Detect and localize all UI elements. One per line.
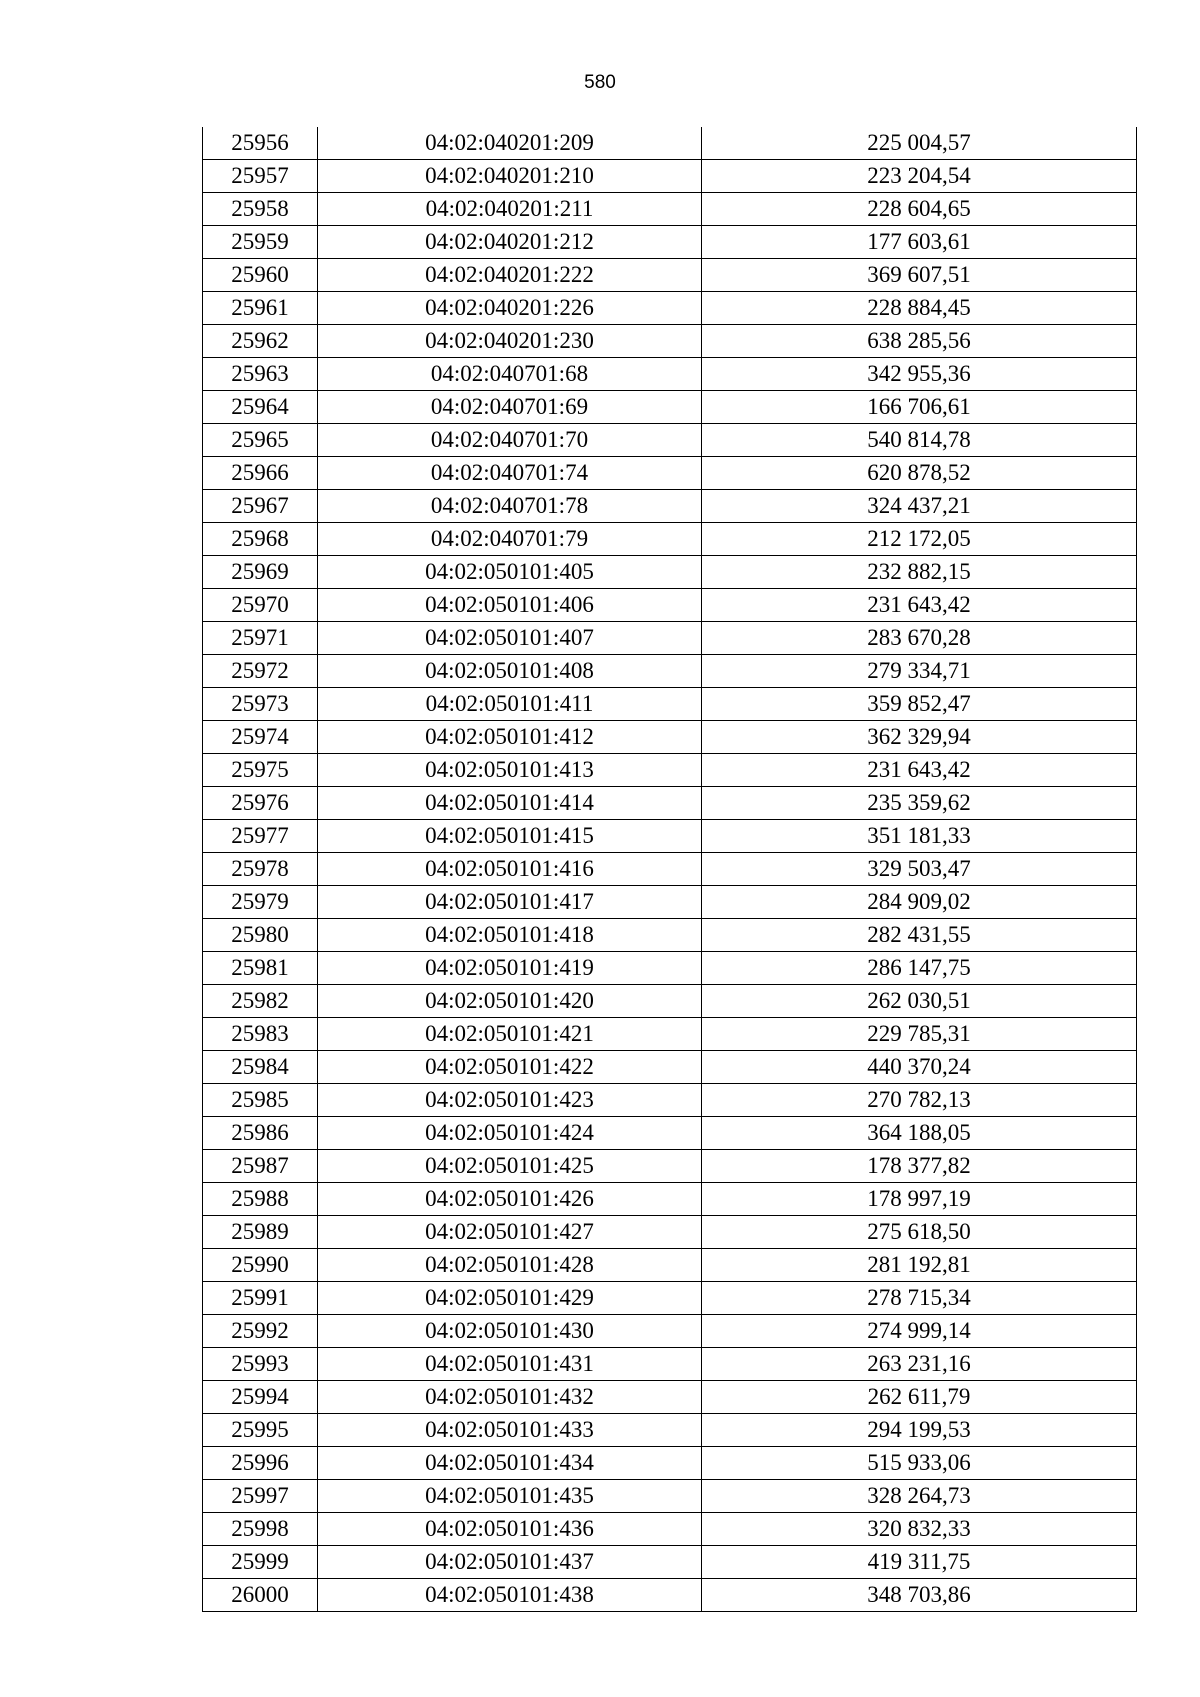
cadastral-value-cell: 223 204,54 bbox=[702, 160, 1137, 193]
row-number-cell: 25986 bbox=[203, 1117, 318, 1150]
cadastral-value-cell: 620 878,52 bbox=[702, 457, 1137, 490]
table-row bbox=[203, 1216, 1137, 1249]
cadastral-value-cell: 275 618,50 bbox=[702, 1216, 1137, 1249]
cadastral-value-cell: 278 715,34 bbox=[702, 1282, 1137, 1315]
cadastral-value-cell: 274 999,14 bbox=[702, 1315, 1137, 1348]
row-number-cell: 25957 bbox=[203, 160, 318, 193]
row-number-cell: 25974 bbox=[203, 721, 318, 754]
row-number-cell: 25984 bbox=[203, 1051, 318, 1084]
cadastral-number-cell: 04:02:050101:414 bbox=[318, 787, 702, 820]
cadastral-value-table bbox=[202, 127, 1137, 1612]
table-row bbox=[203, 424, 1137, 457]
cadastral-value-cell: 283 670,28 bbox=[702, 622, 1137, 655]
table-row bbox=[203, 1183, 1137, 1216]
table-row bbox=[203, 886, 1137, 919]
cadastral-value-cell: 231 643,42 bbox=[702, 754, 1137, 787]
table-row bbox=[203, 688, 1137, 721]
cadastral-value-cell: 320 832,33 bbox=[702, 1513, 1137, 1546]
table-row bbox=[203, 721, 1137, 754]
row-number-cell: 25958 bbox=[203, 193, 318, 226]
cadastral-number-cell: 04:02:050101:419 bbox=[318, 952, 702, 985]
table-row bbox=[203, 622, 1137, 655]
row-number-cell: 25970 bbox=[203, 589, 318, 622]
cadastral-value-cell: 364 188,05 bbox=[702, 1117, 1137, 1150]
cadastral-value-cell: 419 311,75 bbox=[702, 1546, 1137, 1579]
row-number-cell: 25967 bbox=[203, 490, 318, 523]
cadastral-number-cell: 04:02:050101:417 bbox=[318, 886, 702, 919]
row-number-cell: 25959 bbox=[203, 226, 318, 259]
row-number-cell: 25962 bbox=[203, 325, 318, 358]
cadastral-value-cell: 212 172,05 bbox=[702, 523, 1137, 556]
table-row bbox=[203, 1117, 1137, 1150]
table-row bbox=[203, 952, 1137, 985]
cadastral-value-cell: 351 181,33 bbox=[702, 820, 1137, 853]
table-row bbox=[203, 259, 1137, 292]
page-number: 580 bbox=[584, 72, 616, 93]
cadastral-number-cell: 04:02:040701:70 bbox=[318, 424, 702, 457]
cadastral-number-cell: 04:02:040201:211 bbox=[318, 193, 702, 226]
row-number-cell: 25964 bbox=[203, 391, 318, 424]
row-number-cell: 25982 bbox=[203, 985, 318, 1018]
cadastral-number-cell: 04:02:050101:424 bbox=[318, 1117, 702, 1150]
cadastral-value-cell: 286 147,75 bbox=[702, 952, 1137, 985]
cadastral-number-cell: 04:02:050101:412 bbox=[318, 721, 702, 754]
cadastral-value-cell: 294 199,53 bbox=[702, 1414, 1137, 1447]
cadastral-value-cell: 177 603,61 bbox=[702, 226, 1137, 259]
cadastral-value-cell: 638 285,56 bbox=[702, 325, 1137, 358]
cadastral-number-cell: 04:02:050101:429 bbox=[318, 1282, 702, 1315]
cadastral-value-cell: 281 192,81 bbox=[702, 1249, 1137, 1282]
row-number-cell: 25989 bbox=[203, 1216, 318, 1249]
cadastral-number-cell: 04:02:050101:408 bbox=[318, 655, 702, 688]
cadastral-value-cell: 263 231,16 bbox=[702, 1348, 1137, 1381]
cadastral-value-cell: 328 264,73 bbox=[702, 1480, 1137, 1513]
row-number-cell: 25981 bbox=[203, 952, 318, 985]
cadastral-number-cell: 04:02:040701:79 bbox=[318, 523, 702, 556]
cadastral-value-cell: 228 884,45 bbox=[702, 292, 1137, 325]
table-row bbox=[203, 490, 1137, 523]
table-row bbox=[203, 391, 1137, 424]
table-row bbox=[203, 457, 1137, 490]
table-row bbox=[203, 358, 1137, 391]
table-row bbox=[203, 292, 1137, 325]
row-number-cell: 25971 bbox=[203, 622, 318, 655]
row-number-cell: 25987 bbox=[203, 1150, 318, 1183]
table-row bbox=[203, 1150, 1137, 1183]
row-number-cell: 25979 bbox=[203, 886, 318, 919]
cadastral-value-cell: 362 329,94 bbox=[702, 721, 1137, 754]
row-number-cell: 25985 bbox=[203, 1084, 318, 1117]
row-number-cell: 25983 bbox=[203, 1018, 318, 1051]
table-row bbox=[203, 1480, 1137, 1513]
cadastral-value-cell: 166 706,61 bbox=[702, 391, 1137, 424]
row-number-cell: 25990 bbox=[203, 1249, 318, 1282]
cadastral-number-cell: 04:02:050101:415 bbox=[318, 820, 702, 853]
table-row bbox=[203, 556, 1137, 589]
cadastral-number-cell: 04:02:050101:416 bbox=[318, 853, 702, 886]
cadastral-value-cell: 229 785,31 bbox=[702, 1018, 1137, 1051]
row-number-cell: 25996 bbox=[203, 1447, 318, 1480]
cadastral-value-cell: 232 882,15 bbox=[702, 556, 1137, 589]
row-number-cell: 25965 bbox=[203, 424, 318, 457]
cadastral-number-cell: 04:02:050101:418 bbox=[318, 919, 702, 952]
table-row bbox=[203, 1381, 1137, 1414]
cadastral-value-cell: 231 643,42 bbox=[702, 589, 1137, 622]
cadastral-value-cell: 225 004,57 bbox=[702, 127, 1137, 160]
cadastral-number-cell: 04:02:050101:433 bbox=[318, 1414, 702, 1447]
cadastral-value-cell: 359 852,47 bbox=[702, 688, 1137, 721]
cadastral-value-cell: 262 030,51 bbox=[702, 985, 1137, 1018]
cadastral-number-cell: 04:02:040201:222 bbox=[318, 259, 702, 292]
cadastral-number-cell: 04:02:050101:438 bbox=[318, 1579, 702, 1612]
row-number-cell: 25980 bbox=[203, 919, 318, 952]
row-number-cell: 25988 bbox=[203, 1183, 318, 1216]
row-number-cell: 25961 bbox=[203, 292, 318, 325]
table-row bbox=[203, 226, 1137, 259]
cadastral-value-cell: 235 359,62 bbox=[702, 787, 1137, 820]
cadastral-number-cell: 04:02:050101:405 bbox=[318, 556, 702, 589]
table-row bbox=[203, 1447, 1137, 1480]
table-row bbox=[203, 589, 1137, 622]
row-number-cell: 25978 bbox=[203, 853, 318, 886]
row-number-cell: 25977 bbox=[203, 820, 318, 853]
table-row bbox=[203, 193, 1137, 226]
cadastral-value-cell: 369 607,51 bbox=[702, 259, 1137, 292]
cadastral-value-cell: 348 703,86 bbox=[702, 1579, 1137, 1612]
row-number-cell: 26000 bbox=[203, 1579, 318, 1612]
table-row bbox=[203, 1546, 1137, 1579]
cadastral-value-cell: 270 782,13 bbox=[702, 1084, 1137, 1117]
cadastral-value-cell: 279 334,71 bbox=[702, 655, 1137, 688]
cadastral-number-cell: 04:02:050101:423 bbox=[318, 1084, 702, 1117]
cadastral-number-cell: 04:02:050101:422 bbox=[318, 1051, 702, 1084]
table-row bbox=[203, 1315, 1137, 1348]
row-number-cell: 25992 bbox=[203, 1315, 318, 1348]
cadastral-number-cell: 04:02:050101:434 bbox=[318, 1447, 702, 1480]
table-row bbox=[203, 655, 1137, 688]
row-number-cell: 25976 bbox=[203, 787, 318, 820]
row-number-cell: 25973 bbox=[203, 688, 318, 721]
row-number-cell: 25969 bbox=[203, 556, 318, 589]
cadastral-number-cell: 04:02:040201:210 bbox=[318, 160, 702, 193]
table-row bbox=[203, 1414, 1137, 1447]
cadastral-value-cell: 329 503,47 bbox=[702, 853, 1137, 886]
table-row bbox=[203, 754, 1137, 787]
table-row bbox=[203, 853, 1137, 886]
table-row bbox=[203, 1249, 1137, 1282]
table-row bbox=[203, 985, 1137, 1018]
cadastral-number-cell: 04:02:040201:226 bbox=[318, 292, 702, 325]
cadastral-number-cell: 04:02:050101:407 bbox=[318, 622, 702, 655]
cadastral-number-cell: 04:02:050101:411 bbox=[318, 688, 702, 721]
table-row bbox=[203, 1084, 1137, 1117]
cadastral-number-cell: 04:02:050101:431 bbox=[318, 1348, 702, 1381]
table-row bbox=[203, 160, 1137, 193]
table-row bbox=[203, 1513, 1137, 1546]
table-row bbox=[203, 919, 1137, 952]
cadastral-number-cell: 04:02:050101:420 bbox=[318, 985, 702, 1018]
table-row bbox=[203, 1051, 1137, 1084]
row-number-cell: 25998 bbox=[203, 1513, 318, 1546]
cadastral-number-cell: 04:02:040701:68 bbox=[318, 358, 702, 391]
row-number-cell: 25956 bbox=[203, 127, 318, 160]
cadastral-value-cell: 342 955,36 bbox=[702, 358, 1137, 391]
table-row bbox=[203, 1579, 1137, 1612]
table-row bbox=[203, 820, 1137, 853]
table-body bbox=[203, 127, 1137, 1612]
cadastral-number-cell: 04:02:050101:427 bbox=[318, 1216, 702, 1249]
cadastral-number-cell: 04:02:050101:421 bbox=[318, 1018, 702, 1051]
cadastral-number-cell: 04:02:050101:406 bbox=[318, 589, 702, 622]
row-number-cell: 25966 bbox=[203, 457, 318, 490]
row-number-cell: 25960 bbox=[203, 259, 318, 292]
cadastral-number-cell: 04:02:040201:212 bbox=[318, 226, 702, 259]
row-number-cell: 25997 bbox=[203, 1480, 318, 1513]
row-number-cell: 25999 bbox=[203, 1546, 318, 1579]
table-row bbox=[203, 787, 1137, 820]
cadastral-number-cell: 04:02:040201:230 bbox=[318, 325, 702, 358]
row-number-cell: 25991 bbox=[203, 1282, 318, 1315]
cadastral-number-cell: 04:02:050101:436 bbox=[318, 1513, 702, 1546]
cadastral-value-cell: 284 909,02 bbox=[702, 886, 1137, 919]
row-number-cell: 25994 bbox=[203, 1381, 318, 1414]
cadastral-value-cell: 262 611,79 bbox=[702, 1381, 1137, 1414]
cadastral-number-cell: 04:02:040701:78 bbox=[318, 490, 702, 523]
cadastral-value-cell: 178 377,82 bbox=[702, 1150, 1137, 1183]
table-row bbox=[203, 1348, 1137, 1381]
table-row bbox=[203, 1018, 1137, 1051]
row-number-cell: 25968 bbox=[203, 523, 318, 556]
row-number-cell: 25972 bbox=[203, 655, 318, 688]
cadastral-value-cell: 324 437,21 bbox=[702, 490, 1137, 523]
cadastral-number-cell: 04:02:050101:437 bbox=[318, 1546, 702, 1579]
table-row bbox=[203, 127, 1137, 160]
cadastral-number-cell: 04:02:050101:435 bbox=[318, 1480, 702, 1513]
cadastral-number-cell: 04:02:050101:430 bbox=[318, 1315, 702, 1348]
cadastral-value-cell: 440 370,24 bbox=[702, 1051, 1137, 1084]
table-row bbox=[203, 325, 1137, 358]
table-row bbox=[203, 523, 1137, 556]
row-number-cell: 25995 bbox=[203, 1414, 318, 1447]
cadastral-number-cell: 04:02:040701:69 bbox=[318, 391, 702, 424]
table-row bbox=[203, 1282, 1137, 1315]
cadastral-number-cell: 04:02:050101:413 bbox=[318, 754, 702, 787]
cadastral-number-cell: 04:02:050101:432 bbox=[318, 1381, 702, 1414]
cadastral-value-cell: 515 933,06 bbox=[702, 1447, 1137, 1480]
cadastral-number-cell: 04:02:050101:428 bbox=[318, 1249, 702, 1282]
cadastral-value-cell: 228 604,65 bbox=[702, 193, 1137, 226]
cadastral-number-cell: 04:02:040701:74 bbox=[318, 457, 702, 490]
cadastral-value-cell: 540 814,78 bbox=[702, 424, 1137, 457]
cadastral-value-cell: 178 997,19 bbox=[702, 1183, 1137, 1216]
row-number-cell: 25963 bbox=[203, 358, 318, 391]
cadastral-number-cell: 04:02:050101:425 bbox=[318, 1150, 702, 1183]
row-number-cell: 25993 bbox=[203, 1348, 318, 1381]
cadastral-number-cell: 04:02:040201:209 bbox=[318, 127, 702, 160]
cadastral-number-cell: 04:02:050101:426 bbox=[318, 1183, 702, 1216]
cadastral-value-cell: 282 431,55 bbox=[702, 919, 1137, 952]
row-number-cell: 25975 bbox=[203, 754, 318, 787]
